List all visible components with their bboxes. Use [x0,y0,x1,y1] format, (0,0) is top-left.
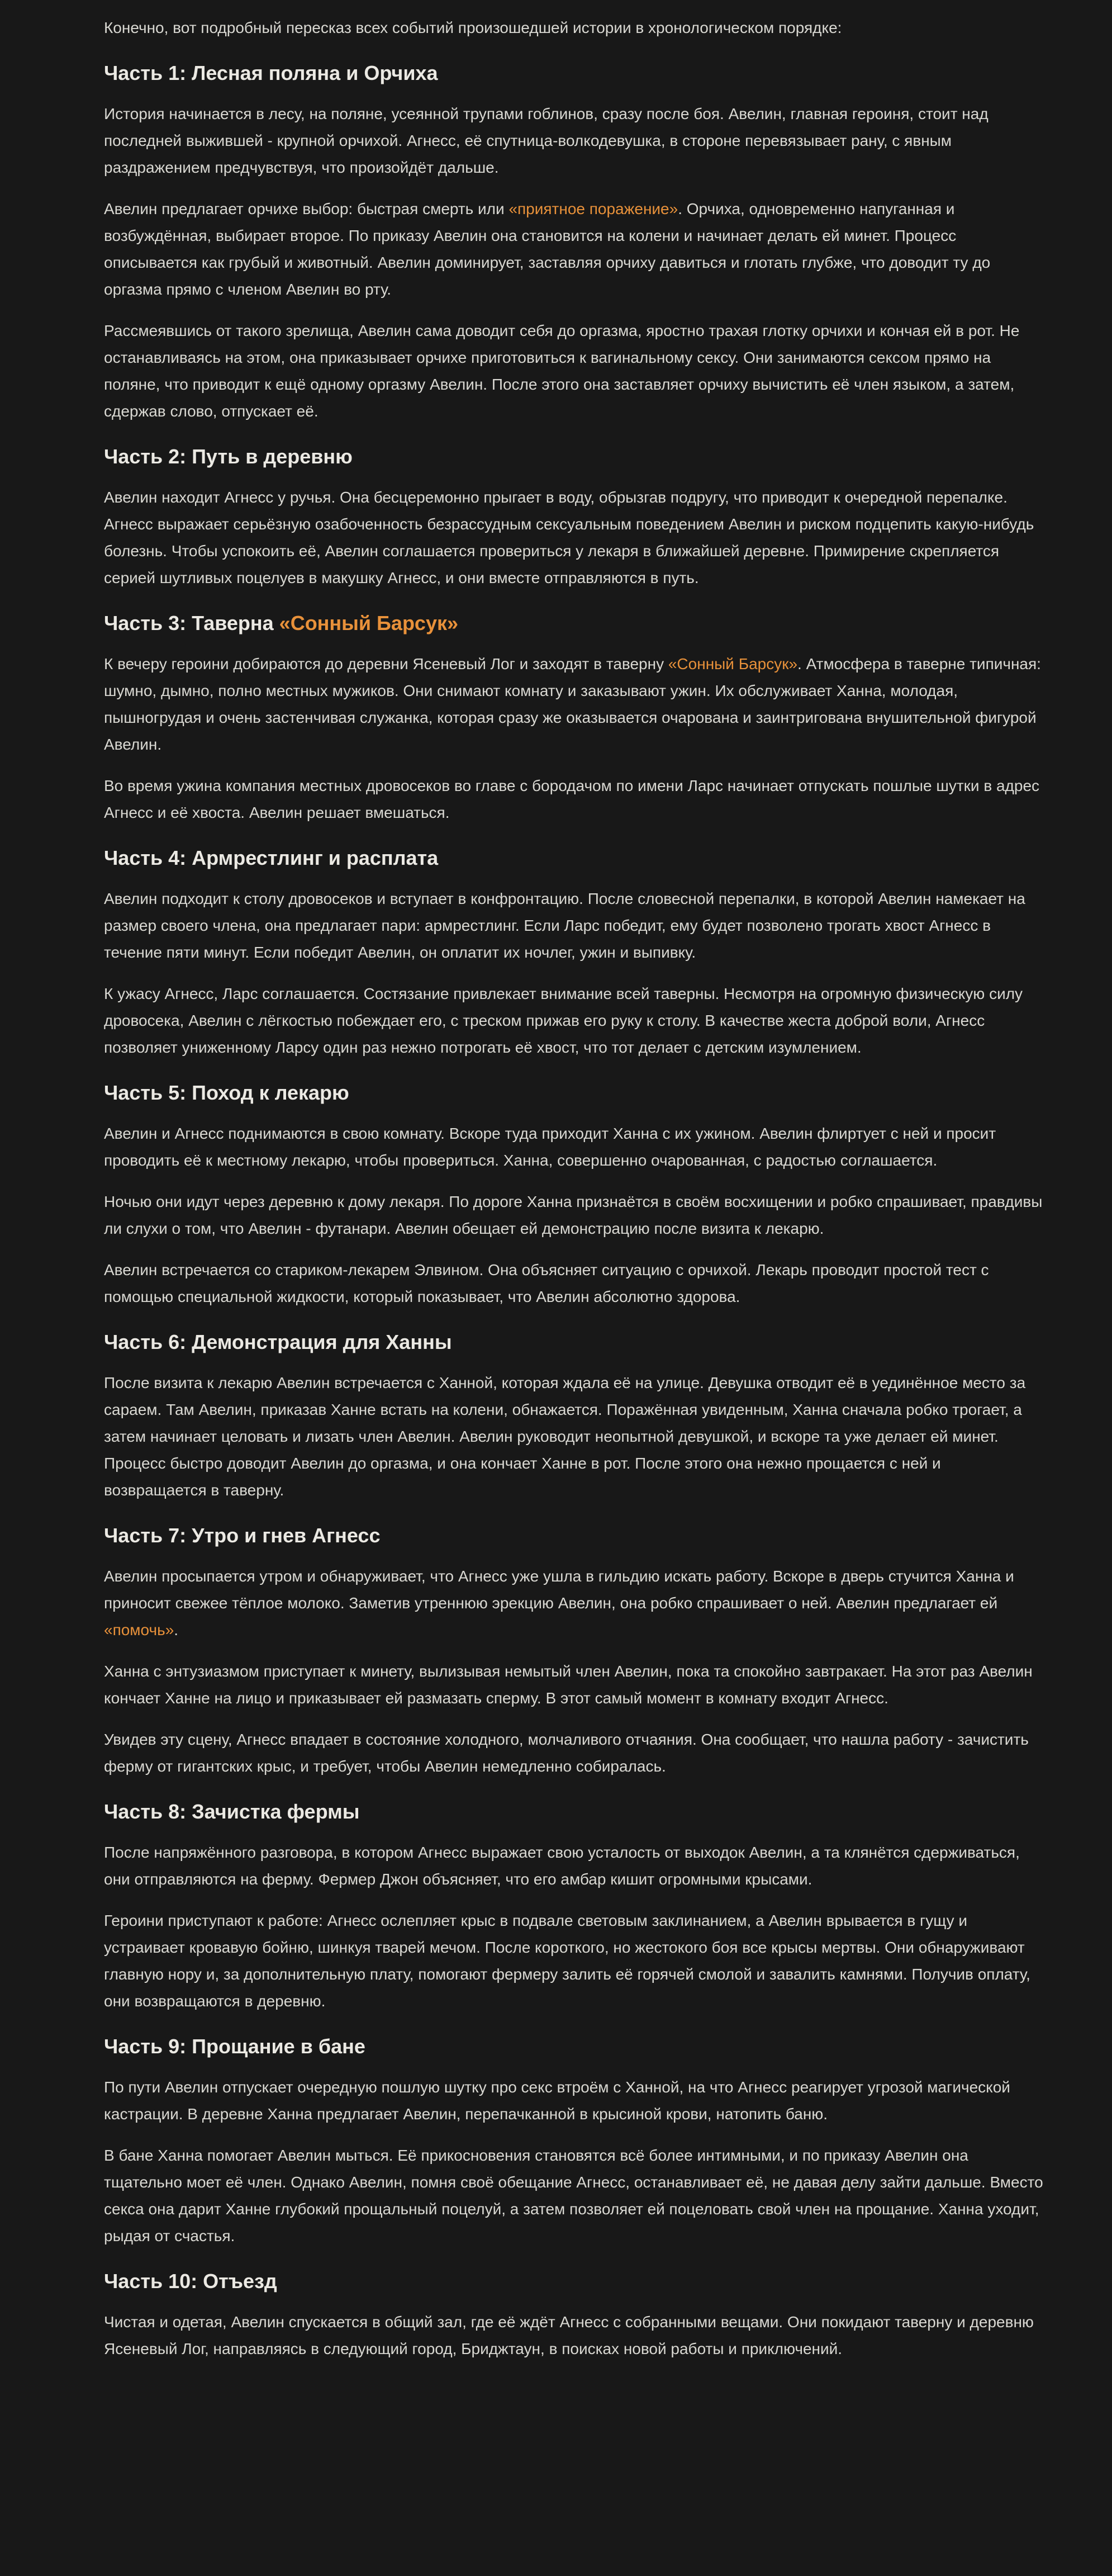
paragraph [104,484,1046,591]
paragraph [104,1563,1046,1644]
assistant-message [104,15,1046,2377]
paragraph [104,101,1046,181]
paragraph-text: Во время ужина компания местных дровосеков во главе с бородачом по имени Ларс начинает отпускать пошлые шутки в адрес Агнесс и её хвоста. Авелин решает вмешаться. [104,777,1040,821]
paragraph [104,2309,1046,2362]
paragraph [104,196,1046,303]
sections [104,60,1046,2362]
paragraph-text: . Орчиха, одновременно напуганная и возбуждённая, выбирает второе. По приказу Авелин она становится на колени и начинает делать ей минет. Процесс описывается как грубый и животный. Авелин доминирует, заставляя орчиху давиться и глотать глубже, что доводит ту до оргазма прямо с членом Авелин во рту. [104,200,991,298]
paragraph [104,1257,1046,1310]
paragraph [104,1907,1046,2015]
paragraph-text: К вечеру героини добираются до деревни Ясеневый Лог и заходят в таверну [104,655,668,673]
heading-text: Часть 8: Зачистка фермы [104,1800,360,1823]
quoted-title-text: «Сонный Барсук» [279,612,459,634]
section-heading [104,610,1046,636]
section-heading [104,1799,1046,1825]
paragraph [104,1839,1046,1893]
paragraph-text: В бане Ханна помогает Авелин мыться. Её прикосновения становятся всё более интимными, и по приказу Авелин она тщательно моет её член. Однако Авелин, помня своё обещание Агнесс, останавливает её, не давая делу зайти дальше. Вместо секса она дарит Ханне глубокий прощальный поцелуй, а затем позволяет ей поцеловать свой член на прощание. Ханна уходит, рыдая от счастья. [104,2147,1043,2244]
paragraph-text: Авелин подходит к столу дровосеков и вступает в конфронтацию. После словесной перепалки, в которой Авелин намекает на размер своего члена, она предлагает пари: армрестлинг. Если Ларс победит, ему будет позволено трогать хвост Агнесс в течение пяти минут. Если победит Авелин, он оплатит их ночлег, ужин и выпивку. [104,890,1025,961]
section-heading [104,1080,1046,1106]
paragraph-text: По пути Авелин отпускает очередную пошлую шутку про секс втроём с Ханной, на что Агнесс реагирует угрозой магической кастрации. В деревне Ханна предлагает Авелин, перепачканной в крысиной крови, натопить баню. [104,2078,1010,2123]
quoted-text: «помочь» [104,1621,174,1639]
heading-text: Часть 6: Демонстрация для Ханны [104,1330,452,1353]
section-heading [104,845,1046,871]
paragraph-text: Авелин просыпается утром и обнаруживает, что Агнесс уже ушла в гильдию искать работу. Вскоре в дверь стучится Ханна и приносит свежее тёплое молоко. Заметив утреннюю эрекцию Авелин, она робко спрашивает о ней. Авелин предлагает ей [104,1568,1014,1612]
paragraph-text: Рассмеявшись от такого зрелища, Авелин сама доводит себя до оргазма, яростно трахая глотку орчихи и кончая ей в рот. Не останавливаясь на этом, она приказывает орчихе приготовиться к вагинальному сексу. Они занимаются сексом прямо на поляне, что приводит к ещё одному оргазму Авелин. После этого она заставляет орчиху вычистить её член языком, а затем, сдержав слово, отпускает её. [104,322,1020,420]
paragraph [104,318,1046,425]
paragraph-text: История начинается в лесу, на поляне, усеянной трупами гоблинов, сразу после боя. Авелин, главная героиня, стоит над последней выжившей - крупной орчихой. Агнесс, её спутница-волкодевушка, в стороне перевязывает рану, с явным раздражением предчувствуя, что произойдёт дальше. [104,105,989,176]
section-heading [104,444,1046,470]
heading-text: Часть 3: Таверна [104,612,279,634]
paragraph-text: После визита к лекарю Авелин встречается с Ханной, которая ждала её на улице. Девушка отводит её в уединённое место за сараем. Там Авелин, приказав Ханне встать на колени, обнажается. Поражённая увиденным, Ханна сначала робко трогает, а затем начинает целовать и лизать член Авелин. Авелин руководит неопытной девушкой, и вскоре та уже делает ей минет. Процесс быстро доводит Авелин до оргазма, и она кончает Ханне в рот. После этого она нежно прощается с ней и возвращается в таверну. [104,1374,1026,1499]
paragraph-text: Авелин находит Агнесс у ручья. Она бесцеремонно прыгает в воду, обрызгав подругу, что приводит к очередной перепалке. Агнесс выражает серьёзную озабоченность безрассудным сексуальным поведением Авелин и риском подцепить какую-нибудь болезнь. Чтобы успокоить её, Авелин соглашается провериться у лекаря в ближайшей деревне. Примирение скрепляется серией шутливых поцелуев в макушку Агнесс, и они вместе отправляются в путь. [104,489,1034,586]
paragraph-text: Ночью они идут через деревню к дому лекаря. По дороге Ханна признаётся в своём восхищении и робко спрашивает, правдивы ли слухи о том, что Авелин - футанари. Авелин обещает ей демонстрацию после визита к лекарю. [104,1193,1043,1237]
heading-text: Часть 7: Утро и гнев Агнесс [104,1524,381,1547]
paragraph [104,2074,1046,2128]
paragraph-text: Героини приступают к работе: Агнесс ослепляет крыс в подвале световым заклинанием, а Авелин врывается в гущу и устраивает кровавую бойню, шинкуя тварей мечом. После короткого, но жестокого боя все крысы мертвы. Они обнаруживают главную нору и, за дополнительную плату, помогают фермеру залить её горячей смолой и завалить камнями. Получив оплату, они возвращаются в деревню. [104,1912,1030,2010]
paragraph [104,1370,1046,1504]
paragraph [104,773,1046,826]
paragraph-text: Авелин встречается со стариком-лекарем Элвином. Она объясняет ситуацию с орчихой. Лекарь проводит простой тест с помощью специальной жидкости, который показывает, что Авелин абсолютно здорова. [104,1261,989,1305]
paragraph [104,2142,1046,2250]
heading-text: Часть 10: Отъезд [104,2270,277,2293]
paragraph [104,981,1046,1061]
section-heading [104,1329,1046,1355]
heading-text: Часть 2: Путь в деревню [104,445,353,468]
intro-paragraph: Конечно, вот подробный пересказ всех событий произошедшей истории в хронологическом порядке: [104,19,842,36]
section-heading [104,2034,1046,2059]
heading-text: Часть 5: Поход к лекарю [104,1081,349,1104]
section-heading [104,1523,1046,1549]
paragraph-text: Чистая и одетая, Авелин спускается в общий зал, где её ждёт Агнесс с собранными вещами. Они покидают таверну и деревню Ясеневый Лог, направляясь в следующий город, Бриджтаун, в поисках новой работы и приключений. [104,2313,1034,2357]
section-heading [104,60,1046,86]
paragraph [104,1726,1046,1780]
paragraph-text: Авелин предлагает орчихе выбор: быстрая смерть или [104,200,509,217]
heading-text: Часть 9: Прощание в бане [104,2035,365,2058]
paragraph [104,1658,1046,1712]
paragraph-text: К ужасу Агнесс, Ларс соглашается. Состязание привлекает внимание всей таверны. Несмотря на огромную физическую силу дровосека, Авелин с лёгкостью побеждает его, с треском прижав его руку к столу. В качестве жеста доброй воли, Агнесс позволяет униженному Ларсу один раз нежно потрогать её хвост, что тот делает с детским изумлением. [104,985,1023,1056]
paragraph-text: . [174,1621,179,1639]
paragraph-text: Ханна с энтузиазмом приступает к минету, вылизывая немытый член Авелин, пока та спокойно завтракает. На этот раз Авелин кончает Ханне на лицо и приказывает ей размазать сперму. В этот самый момент в комнату входит Агнесс. [104,1663,1033,1707]
paragraph-text: Увидев эту сцену, Агнесс впадает в состояние холодного, молчаливого отчаяния. Она сообщает, что нашла работу - зачистить ферму от гигантских крыс, и требует, чтобы Авелин немедленно собиралась. [104,1731,1029,1775]
paragraph [104,1120,1046,1174]
heading-text: Часть 1: Лесная поляна и Орчиха [104,61,438,84]
quoted-text: «Сонный Барсук» [668,655,798,673]
paragraph [104,886,1046,966]
section-heading [104,2269,1046,2294]
quoted-text: «приятное поражение» [509,200,678,217]
paragraph [104,1188,1046,1242]
heading-text: Часть 4: Армрестлинг и расплата [104,846,439,869]
paragraph-text: Авелин и Агнесс поднимаются в свою комнату. Вскоре туда приходит Ханна с их ужином. Авелин флиртует с ней и просит проводить её к местному лекарю, чтобы провериться. Ханна, совершенно очарованная, с радостью соглашается. [104,1125,996,1169]
paragraph [104,651,1046,758]
paragraph-text: . Атмосфера в таверне типичная: шумно, дымно, полно местных мужиков. Они снимают комнату и заказывают ужин. Их обслуживает Ханна, молодая, пышногрудая и очень застенчивая служанка, которая сразу же оказывается очарована и заинтригована внушительной фигурой Авелин. [104,655,1041,753]
paragraph-text: После напряжённого разговора, в котором Агнесс выражает свою усталость от выходок Авелин, а та клянётся сдерживаться, они отправляются на ферму. Фермер Джон объясняет, что его амбар кишит огромными крысами. [104,1844,1020,1888]
